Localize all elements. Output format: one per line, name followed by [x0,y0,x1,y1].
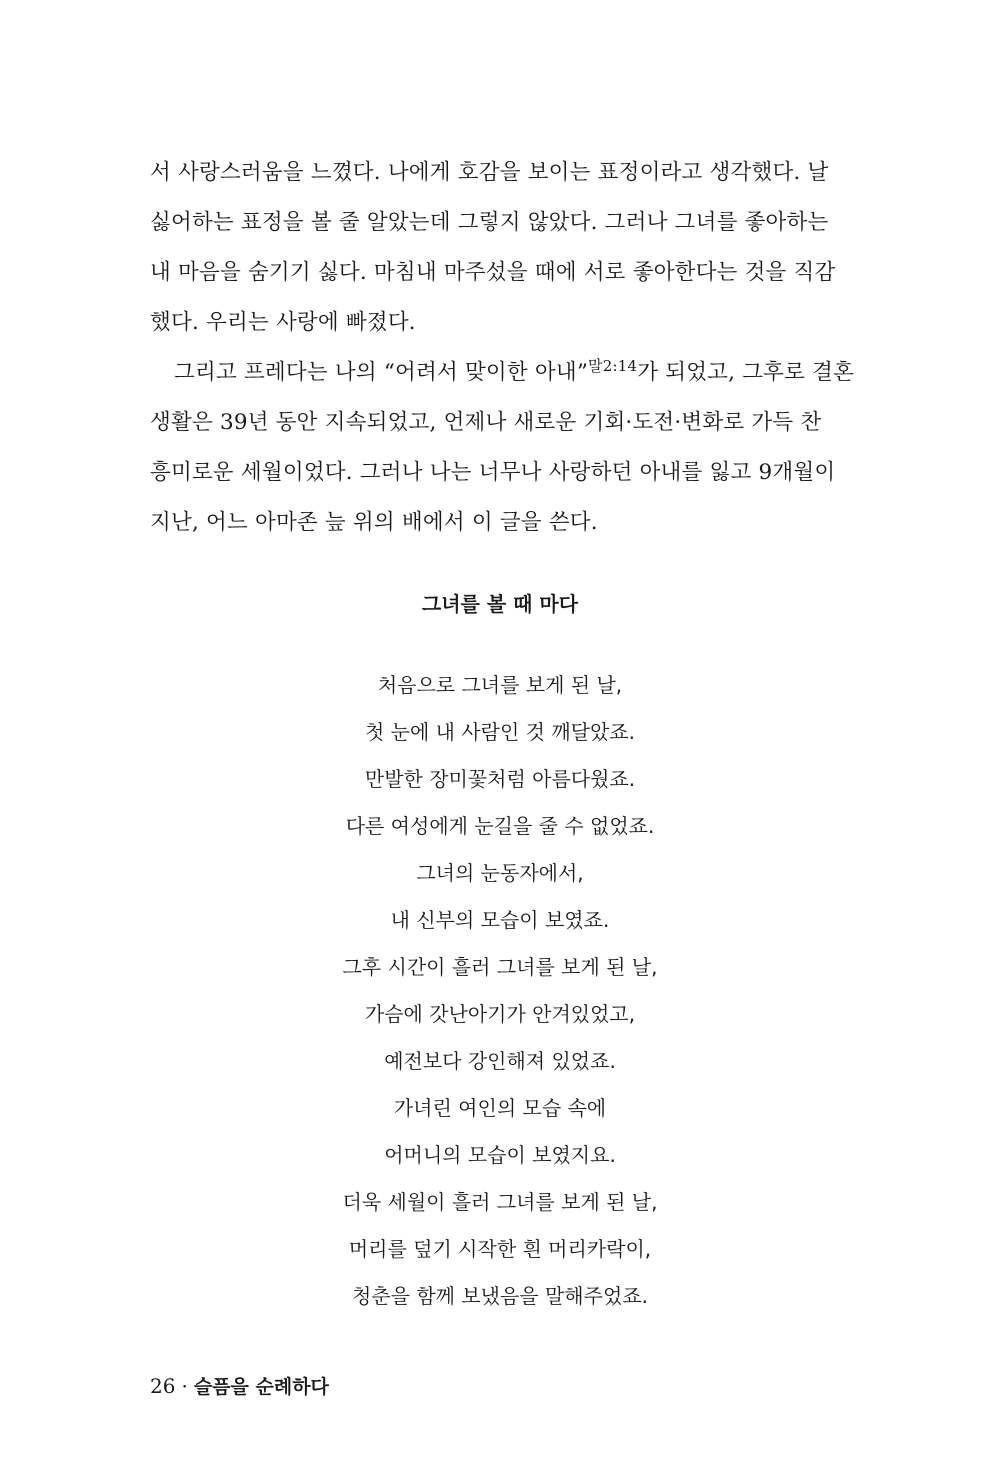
paragraph-line [150,348,855,398]
paragraph-line: 했다. 우리는 사랑에 빠졌다. [150,310,416,335]
poem-line: 예전보다 강인해져 있었죠. [384,1049,616,1073]
poem-line: 더욱 세월이 흘러 그녀를 보게 된 날, [342,1190,658,1214]
poem-line: 처음으로 그녀를 보게 된 날, [377,673,623,697]
book-title: 슬픔을 순례하다 [193,1376,329,1398]
paragraph-line: 서 사랑스러움을 느꼈다. 나에게 호감을 보이는 표정이라고 생각했다. 날 [150,160,829,185]
poem-line: 만발한 장미꽃처럼 아름다웠죠. [364,767,636,791]
paragraph-line: 지난, 어느 아마존 늪 위의 배에서 이 글을 쓴다. [150,510,598,535]
footer-separator: · [181,1374,188,1398]
poem-line: 머리를 덮기 시작한 흰 머리카락이, [348,1237,652,1261]
poem-line: 어머니의 모습이 보였지요. [384,1143,616,1167]
scripture-reference: 말2:14 [588,356,638,375]
paragraph-text: 그리고 프레다는 나의 “어려서 맞이한 아내” [174,360,589,385]
poem-title: 그녀를 볼 때 마다 [421,592,579,616]
poem [150,662,850,1320]
poem-line: 그후 시간이 흘러 그녀를 보게 된 날, [342,955,658,979]
poem-line: 가슴에 갓난아기가 안겨있었고, [364,1002,636,1026]
paragraph-line: 생활은 39년 동안 지속되었고, 언제나 새로운 기회·도전·변화로 가득 찬 [150,410,822,435]
paragraph-line: 내 마음을 숨기기 싫다. 마침내 마주섰을 때에 서로 좋아한다는 것을 직감 [150,260,836,285]
poem-line: 가녀린 여인의 모습 속에 [393,1096,607,1120]
poem-line: 내 신부의 모습이 보였죠. [390,908,610,932]
paragraph-line: 싫어하는 표정을 볼 줄 알았는데 그렇지 않았다. 그러나 그녀를 좋아하는 [150,210,829,235]
poem-line: 그녀의 눈동자에서, [416,861,584,885]
page-number: 26 [150,1374,176,1398]
body-text [150,148,855,548]
poem-line: 청춘을 함께 보냈음을 말해주었죠. [352,1284,648,1308]
poem-line: 첫 눈에 내 사람인 것 깨달았죠. [365,720,635,744]
paragraph-text: 가 되었고, 그후로 결혼 [637,360,855,385]
paragraph-line: 흥미로운 세월이었다. 그러나 나는 너무나 사랑하던 아내를 잃고 9개월이 [150,460,836,485]
poem-line: 다른 여성에게 눈길을 줄 수 없었죠. [345,814,655,838]
page-footer [150,1372,329,1399]
